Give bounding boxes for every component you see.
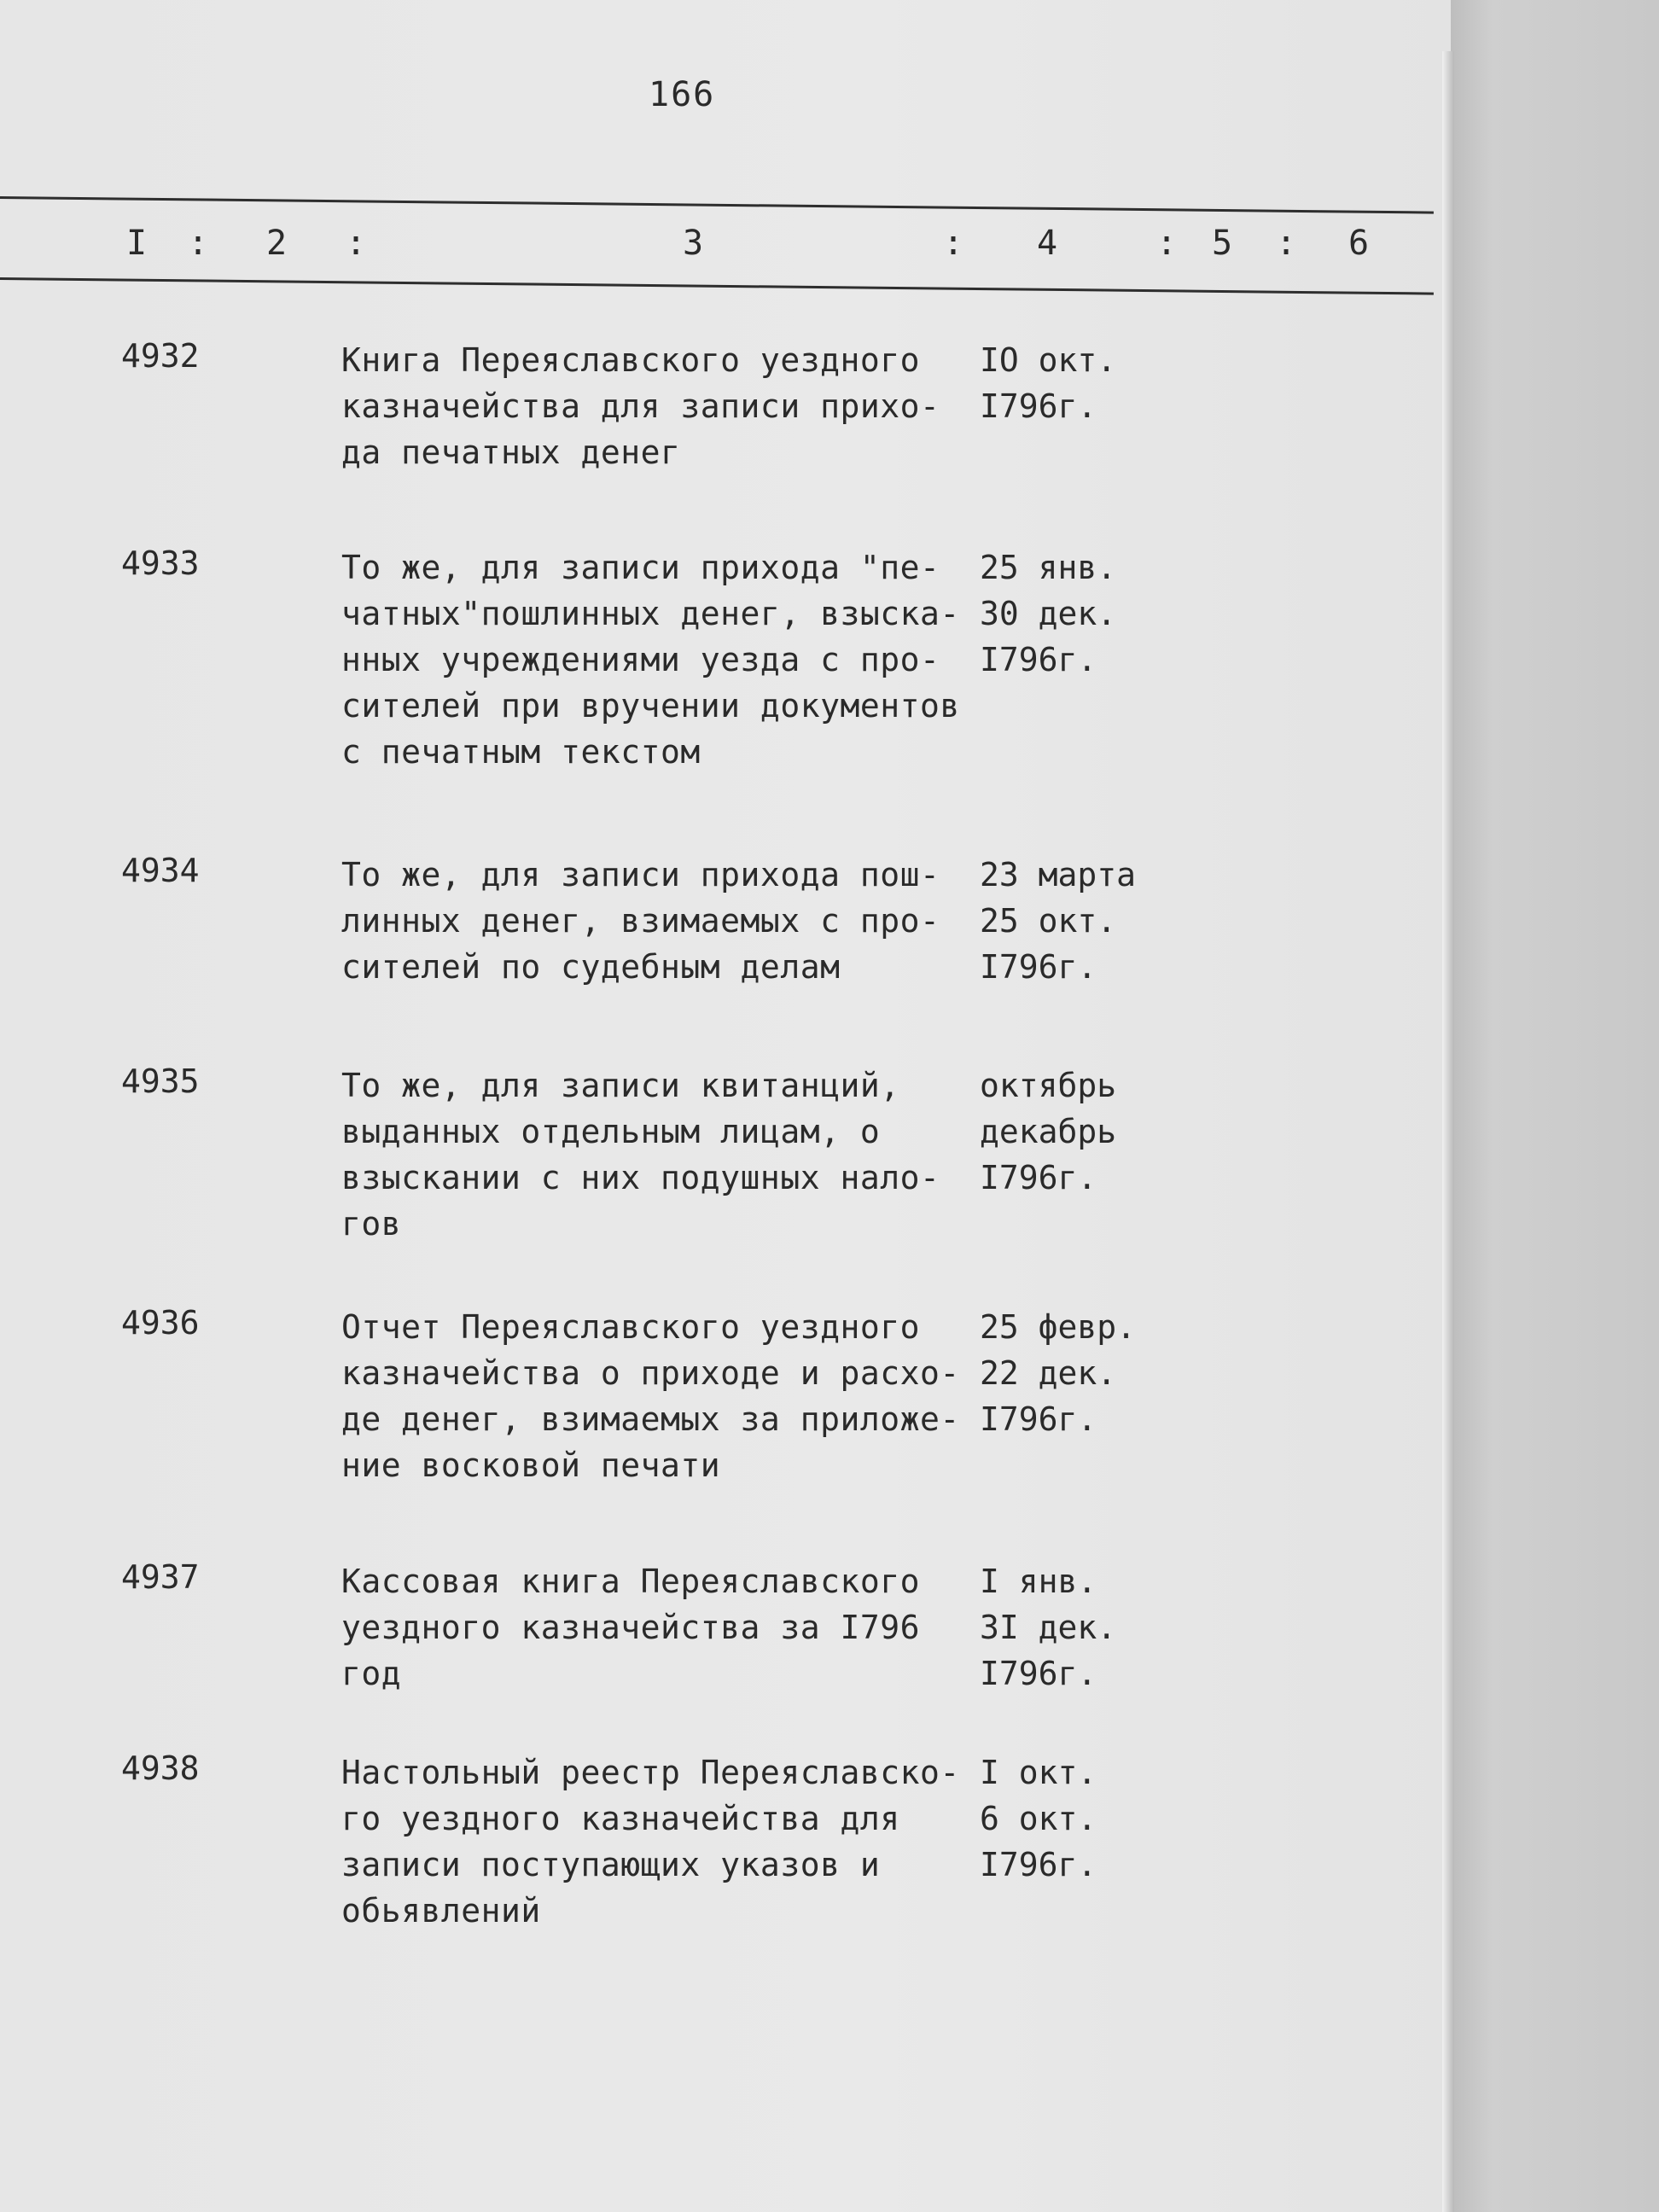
entry-number: 4936 — [121, 1304, 200, 1342]
entry-dates: октябрь декабрь I796г. — [980, 1067, 1117, 1196]
entry-dates: 23 марта 25 окт. I796г. — [980, 856, 1137, 986]
entry-description: То же, для записи квитанций, выданных отдельным лицам, о взыскании с них подушных нало- гов — [341, 1067, 940, 1243]
entry-description: Отчет Переяславского уездного казначейства о приходе и расхо- де денег, взимаемых за приложе- ние восковой печати — [341, 1308, 960, 1484]
entry-number: 4932 — [121, 337, 200, 375]
header-col-2: 2 — [266, 224, 288, 263]
entry-description: То же, для записи прихода пош- линных денег, взимаемых с про- сителей по судебным делам — [341, 856, 940, 986]
entry-description: Кассовая книга Переяславского уездного казначейства за I796 год — [341, 1563, 920, 1692]
header-col-4: 4 — [1037, 224, 1058, 263]
entry-dates: IO окт. I796г. — [980, 341, 1117, 425]
header-col-3: 3 — [683, 224, 704, 263]
page-number: 166 — [649, 75, 716, 114]
page-edge — [1442, 51, 1454, 2212]
background-page — [1451, 0, 1659, 2212]
entry-number: 4935 — [121, 1062, 200, 1100]
header-col-1: I — [126, 224, 148, 263]
entry-dates: I янв. 3I дек. I796г. — [980, 1563, 1117, 1692]
entry-number: 4933 — [121, 544, 200, 582]
header-separator: : — [346, 224, 367, 263]
entry-number: 4937 — [121, 1558, 200, 1596]
entry-number: 4938 — [121, 1749, 200, 1787]
entry-description: Настольный реестр Переяславско- го уездного казначейства для записи поступающих указов и обьявлений — [341, 1754, 960, 1930]
entry-description: Книга Переяславского уездного казначейства для записи прихо- да печатных денег — [341, 341, 940, 471]
entry-number: 4934 — [121, 852, 200, 889]
entry-description: То же, для записи прихода "пе- чатных"пошлинных денег, взыска- нных учреждениями уезда с про- сителей при вручении документов с печатным текстом — [341, 549, 960, 771]
header-separator: : — [943, 224, 964, 263]
entry-dates: I окт. 6 окт. I796г. — [980, 1754, 1097, 1883]
entry-dates: 25 февр. 22 дек. I796г. — [980, 1308, 1137, 1438]
header-separator: : — [1276, 224, 1297, 263]
header-col-5: 5 — [1212, 224, 1233, 263]
header-col-6: 6 — [1348, 224, 1370, 263]
header-separator: : — [188, 224, 209, 263]
header-separator: : — [1156, 224, 1178, 263]
entry-dates: 25 янв. 30 дек. I796г. — [980, 549, 1117, 678]
